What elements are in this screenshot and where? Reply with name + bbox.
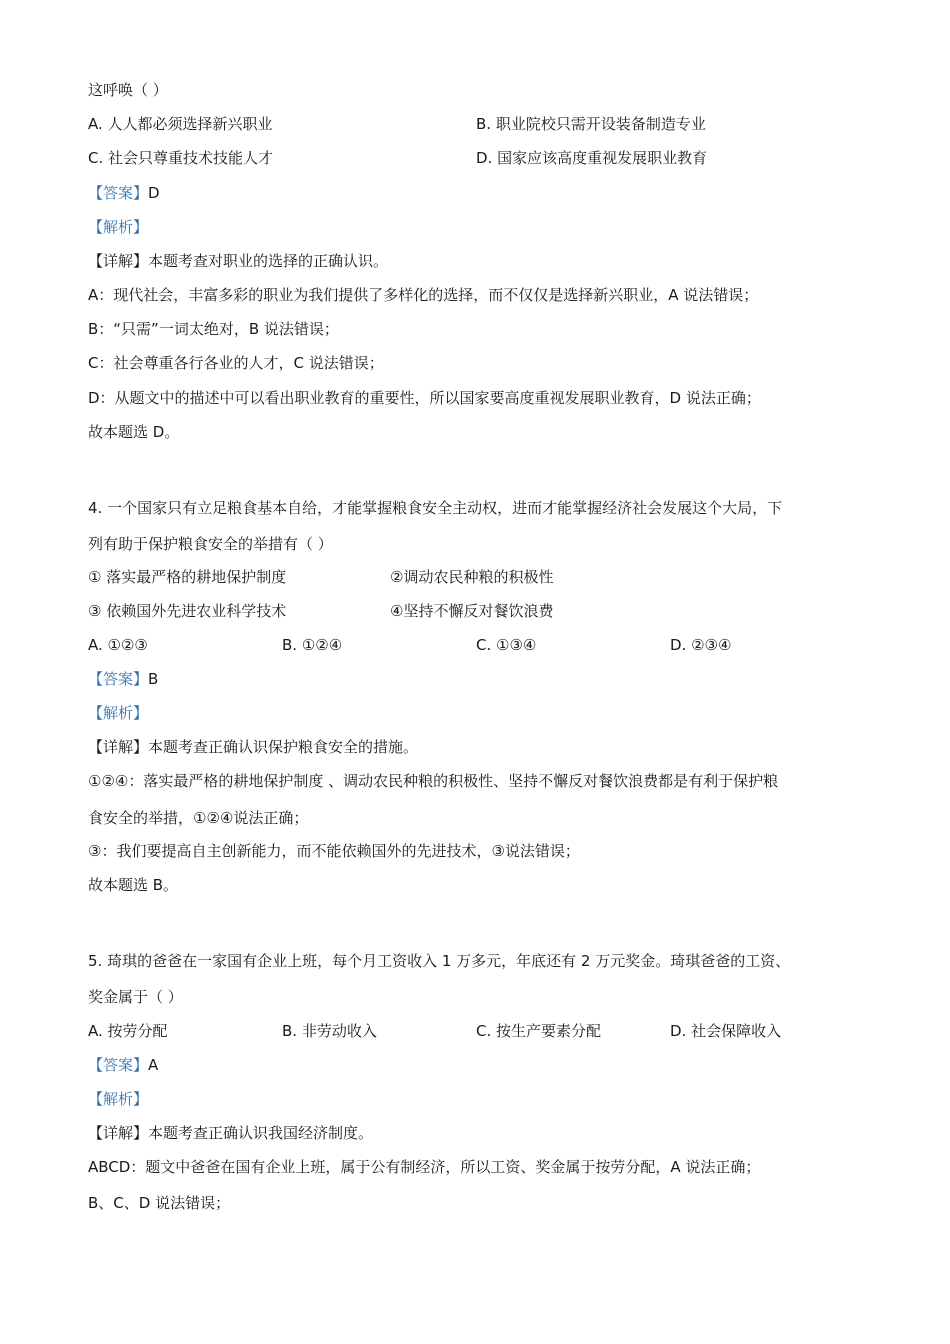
q4-item-2: ②调动农民种粮的积极性 — [390, 568, 554, 586]
q5-answer — [88, 1055, 158, 1075]
q4-option-d: D. ②③④ — [670, 636, 732, 654]
q5-option-d: D. 社会保障收入 — [670, 1022, 782, 1040]
q4-explain-line: 食安全的举措，①②④说法正确； — [88, 809, 309, 827]
q3-explain-line: C：社会尊重各行各业的人才，C 说法错误； — [88, 354, 384, 372]
q5-stem-line: 5. 琦琪的爸爸在一家国有企业上班，每个月工资收入 1 万多元，年底还有 2 万元奖金。琦琪爸爸的工资、 — [88, 952, 791, 970]
q3-option-c: C. 社会只尊重技术技能人才 — [88, 149, 274, 167]
q3-detail-tag: 【详解】 — [88, 252, 149, 270]
q5-detail-tag: 【详解】 — [88, 1124, 149, 1142]
q3-answer-tag: 【答案】 — [88, 184, 149, 202]
q5-explain-line: ABCD：题文中爸爸在国有企业上班，属于公有制经济，所以工资、奖金属于按劳分配，A 说法正确； — [88, 1158, 761, 1176]
q4-option-b: B. ①②④ — [282, 636, 343, 654]
q3-option-a: A. 人人都必须选择新兴职业 — [88, 115, 273, 133]
q5-option-a: A. 按劳分配 — [88, 1022, 168, 1040]
q3-conclusion: 故本题选 D。 — [88, 423, 180, 441]
q5-option-b: B. 非劳动收入 — [282, 1022, 377, 1040]
q5-option-c: C. 按生产要素分配 — [476, 1022, 602, 1040]
q4-stem-line: 4. 一个国家只有立足粮食基本自给，才能掌握粮食安全主动权，进而才能掌握经济社会发展这个大局，下 — [88, 499, 783, 517]
q5-detail-text: 本题考查正确认识我国经济制度。 — [148, 1124, 374, 1142]
q3-detail-text: 本题考查对职业的选择的正确认识。 — [148, 252, 389, 270]
q5-detail — [88, 1123, 373, 1143]
q5-stem-line: 奖金属于（ ） — [88, 988, 183, 1006]
q4-answer-value: B — [148, 670, 159, 688]
q3-stem-tail: 这呼唤（ ） — [88, 81, 168, 99]
q3-option-d: D. 国家应该高度重视发展职业教育 — [476, 149, 708, 167]
q3-detail — [88, 251, 388, 271]
q4-stem-line: 列有助于保护粮食安全的举措有（ ） — [88, 535, 333, 553]
q3-analysis-tag: 【解析】 — [88, 218, 149, 236]
q4-detail — [88, 737, 418, 757]
q4-item-1: ① 落实最严格的耕地保护制度 — [88, 568, 287, 586]
q4-explain-line: ①②④：落实最严格的耕地保护制度 、调动农民种粮的积极性、坚持不懈反对餐饮浪费都是有利于保护粮 — [88, 772, 779, 790]
q4-analysis-tag: 【解析】 — [88, 704, 149, 722]
q3-answer-value: D — [148, 184, 160, 202]
q4-answer — [88, 669, 158, 689]
q4-conclusion: 故本题选 B。 — [88, 876, 179, 894]
q4-detail-text: 本题考查正确认识保护粮食安全的措施。 — [148, 738, 419, 756]
q3-option-b: B. 职业院校只需开设装备制造专业 — [476, 115, 706, 133]
q4-option-a: A. ①②③ — [88, 636, 148, 654]
q3-explain-line: A：现代社会，丰富多彩的职业为我们提供了多样化的选择，而不仅仅是选择新兴职业，A 说法错误； — [88, 286, 759, 304]
q3-answer — [88, 183, 160, 203]
q4-explain-line: ③：我们要提高自主创新能力，而不能依赖国外的先进技术，③说法错误； — [88, 842, 580, 860]
q4-answer-tag: 【答案】 — [88, 670, 149, 688]
q5-answer-value: A — [148, 1056, 159, 1074]
q5-analysis-tag: 【解析】 — [88, 1090, 149, 1108]
q3-explain-line: D：从题文中的描述中可以看出职业教育的重要性，所以国家要高度重视发展职业教育，D 说法正确； — [88, 389, 761, 407]
q4-option-c: C. ①③④ — [476, 636, 537, 654]
q5-answer-tag: 【答案】 — [88, 1056, 149, 1074]
q5-explain-line: B、C、D 说法错误； — [88, 1194, 231, 1212]
q4-detail-tag: 【详解】 — [88, 738, 149, 756]
q3-explain-line: B：“只需”一词太绝对，B 说法错误； — [88, 320, 339, 338]
q4-item-3: ③ 依赖国外先进农业科学技术 — [88, 602, 287, 620]
q4-item-4: ④坚持不懈反对餐饮浪费 — [390, 602, 554, 620]
